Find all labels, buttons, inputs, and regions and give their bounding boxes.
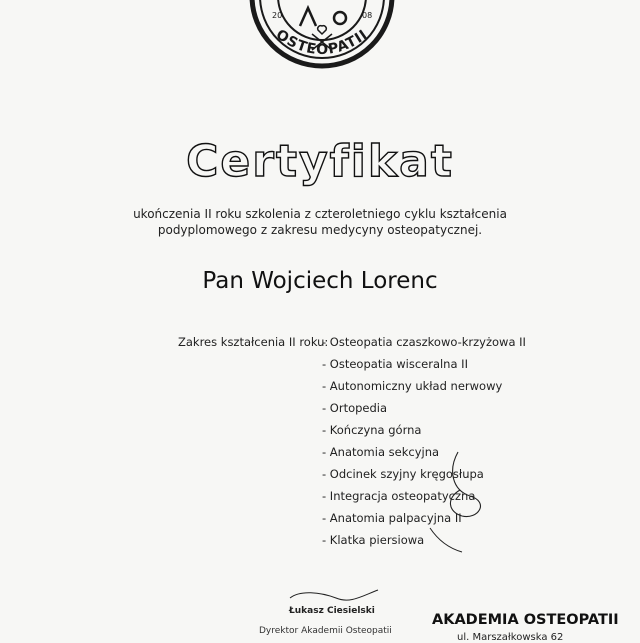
course-item: - Integracja osteopatyczna: [322, 489, 476, 503]
seal-year-right: 08: [362, 11, 373, 20]
course-item: - Osteopatia wisceralna II: [322, 357, 468, 371]
course-item: - Osteopatia czaszkowo-krzyżowa II: [322, 335, 526, 349]
seal-emblem: [248, 0, 396, 70]
subtitle-line-2: podyplomowego z zakresu medycyny osteopatycznej.: [157, 223, 483, 237]
course-item: - Autonomiczny układ nerwowy: [322, 379, 503, 393]
course-item: - Anatomia palpacyjna II: [322, 511, 462, 525]
academy-seal-logo: [248, 0, 396, 70]
recipient-name: Pan Wojciech Lorenc: [202, 268, 438, 294]
course-item: - Ortopedia: [322, 401, 388, 415]
svg-text:OSTEOPATII: [273, 27, 371, 58]
seal-arc-text: OSTEOPATII: [272, 26, 372, 59]
course-item: - Anatomia sekcyjna: [322, 445, 440, 459]
seal-year-left: 20: [272, 11, 283, 20]
course-item: - Kończyna górna: [322, 423, 422, 437]
course-list: [322, 335, 526, 555]
academy-stamp-address: ul. Marszałkowska 62: [457, 632, 564, 643]
signer-name: Łukasz Ciesielski: [289, 606, 375, 616]
certificate-subtitle: [0, 206, 640, 238]
course-item: - Odcinek szyjny kręgosłupa: [322, 467, 484, 481]
subtitle-line-1: ukończenia II roku szkolenia z czteroletniego cyklu kształcenia: [133, 207, 507, 221]
course-item: - Klatka piersiowa: [322, 533, 425, 547]
academy-stamp-name: AKADEMIA OSTEOPATII: [432, 612, 619, 628]
signer-role: Dyrektor Akademii Osteopatii: [259, 626, 392, 636]
certificate-title: Certyfikat: [186, 136, 454, 187]
scope-label: Zakres kształcenia II roku:: [178, 335, 329, 349]
